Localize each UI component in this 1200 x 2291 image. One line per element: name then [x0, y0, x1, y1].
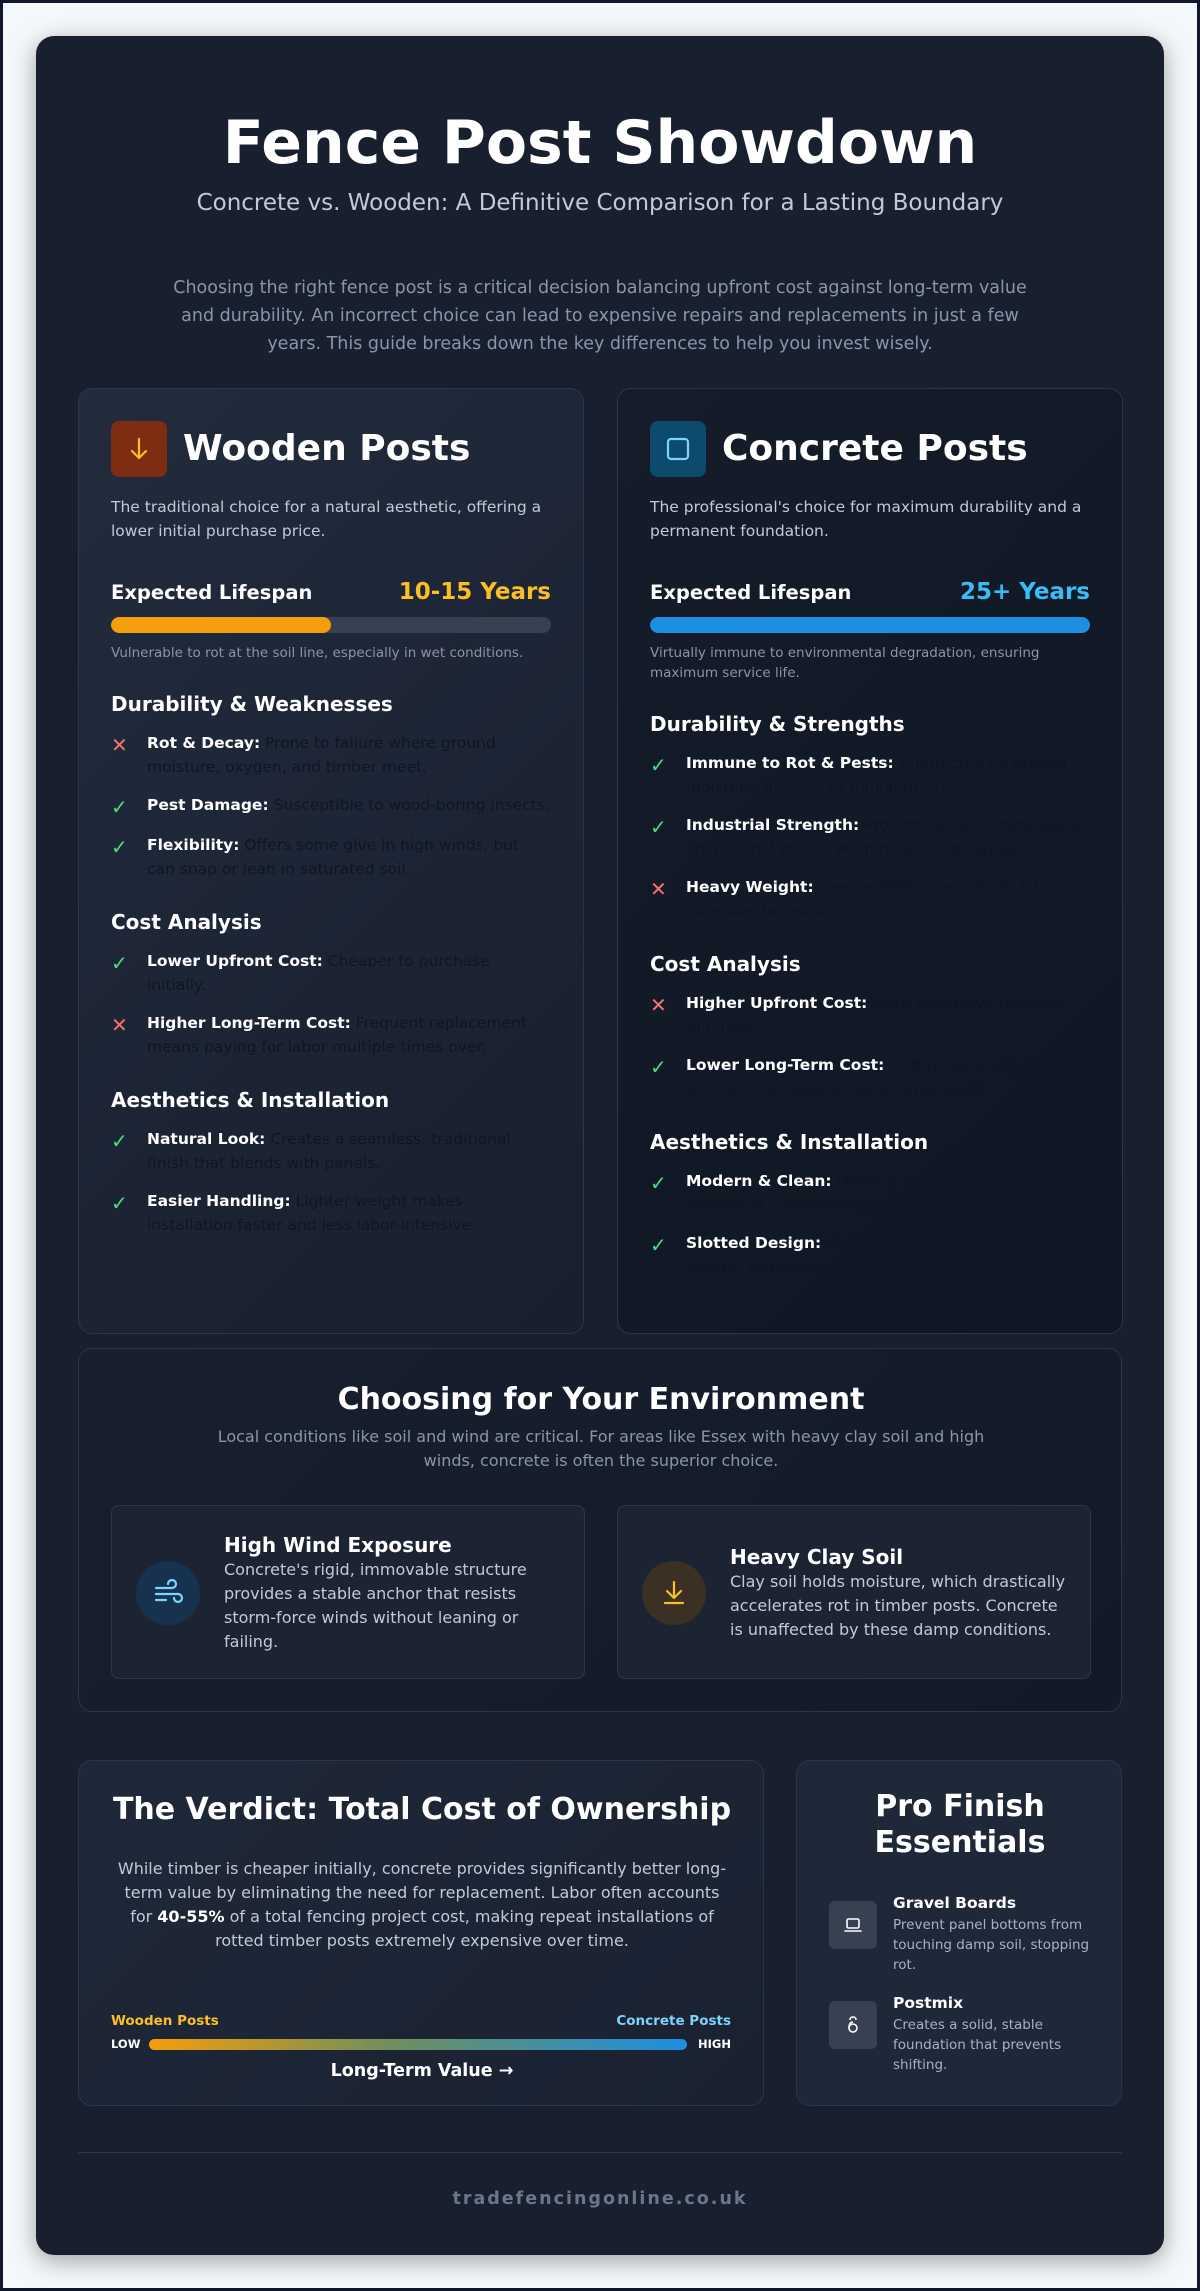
wooden-aesthetics-list: [111, 1127, 551, 1237]
verdict-title: The Verdict: Total Cost of Ownership: [112, 1792, 732, 1827]
list-item-text: [147, 949, 551, 997]
page-subtitle: Concrete vs. Wooden: A Definitive Comparison for a Lasting Boundary: [196, 190, 1004, 216]
list-item-text: [686, 751, 1090, 799]
list-item-description: Creates a seamless, traditional finish that blends with panels.: [147, 1130, 511, 1172]
list-item-description: Prone to failure where ground moisture, oxygen, and timber meet.: [147, 734, 496, 776]
verdict-text-highlight: 40-55%: [157, 1907, 225, 1926]
concrete-lifespan-label: Expected Lifespan: [650, 581, 852, 604]
concrete-panel-description: The professional's choice for maximum durability and a permanent foundation.: [650, 498, 1082, 540]
list-item: [111, 833, 551, 881]
download-icon: [642, 1561, 706, 1625]
gravel-boards-desc: Prevent panel bottoms from touching damp soil, stopping rot.: [893, 1917, 1090, 1973]
list-item-text: [147, 731, 551, 779]
concrete-lifespan-bar: [650, 617, 1090, 633]
wooden-lifespan-note: Vulnerable to rot at the soil line, especially in wet conditions.: [111, 645, 524, 661]
list-item: [650, 1053, 1090, 1101]
concrete-durability-heading: Durability & Strengths: [650, 712, 905, 736]
list-item-label: Natural Look:: [147, 1130, 266, 1148]
list-item-description: Provides a rigid, immovable anchor that resists warping and high winds.: [686, 816, 1080, 858]
list-item-text: [147, 1189, 551, 1237]
laptop-board-icon: [829, 1901, 877, 1949]
concrete-cost-heading: Cost Analysis: [650, 952, 801, 976]
list-item-label: Higher Upfront Cost:: [686, 994, 868, 1012]
concrete-panel-header: [650, 421, 1090, 477]
concrete-panel-title: Concrete Posts: [722, 428, 1028, 469]
list-item: [650, 875, 1090, 923]
wooden-posts-panel: [78, 388, 584, 1334]
environment-title: Choosing for Your Environment: [337, 1382, 865, 1417]
postmix-name: Postmix: [893, 1994, 964, 2012]
list-item-label: Slotted Design:: [686, 1234, 822, 1252]
wooden-lifespan-bar: [111, 617, 551, 633]
pro-finish-section: [796, 1760, 1122, 2106]
concrete-aesthetics-list: [650, 1169, 1090, 1279]
wooden-durability-heading: Durability & Weaknesses: [111, 692, 393, 716]
wind-exposure-title: High Wind Exposure: [224, 1533, 452, 1557]
list-item-description: Can be difficult and more labor-intensive to install.: [686, 878, 1065, 920]
list-item-text: [147, 1011, 551, 1059]
scale-low-label: LOW: [111, 2037, 141, 2051]
list-item-label: Easier Handling:: [147, 1192, 291, 1210]
arrow-down-icon: [111, 421, 167, 477]
concrete-lifespan-bar-fill: [650, 617, 1090, 633]
list-item-text: [686, 813, 1090, 861]
postmix-desc: Creates a solid, stable foundation that prevents shifting.: [893, 2017, 1062, 2073]
clay-soil-card: [617, 1505, 1091, 1679]
verdict-text-start: While timber is cheaper initially, concrete provides significantly better long-term value by eliminating the need for replacement. Labor often accounts for: [117, 1859, 727, 1926]
list-item-label: Lower Upfront Cost:: [147, 952, 323, 970]
list-item-label: Flexibility:: [147, 836, 240, 854]
wind-exposure-card: [111, 1505, 585, 1679]
check-icon: ✓: [111, 951, 128, 975]
wooden-lifespan-row: [111, 579, 551, 605]
gravel-boards-name: Gravel Boards: [893, 1894, 1017, 1912]
wooden-aesthetics-heading: Aesthetics & Installation: [111, 1088, 390, 1112]
wooden-lifespan-label: Expected Lifespan: [111, 581, 313, 604]
check-icon: ✓: [111, 1191, 128, 1215]
wooden-durability-list: [111, 731, 551, 881]
cross-icon: ✕: [650, 877, 667, 901]
wooden-cost-heading: Cost Analysis: [111, 910, 262, 934]
list-item-label: Industrial Strength:: [686, 816, 860, 834]
intro-paragraph: Choosing the right fence post is a critical decision balancing upfront cost against long-term value and durability. An incorrect choice can lead to expensive repairs and replacements in just a few years. This guide breaks down the key differences to help you invest wisely.: [173, 278, 1027, 354]
list-item: [111, 731, 551, 779]
concrete-lifespan-note: Virtually immune to environmental degradation, ensuring maximum service life.: [650, 645, 1040, 681]
list-item-text: [147, 833, 551, 881]
clay-soil-title: Heavy Clay Soil: [730, 1545, 904, 1569]
cross-icon: ✕: [111, 1013, 128, 1037]
concrete-durability-list: [650, 751, 1090, 923]
check-icon: ✓: [111, 795, 128, 819]
list-item-text: [686, 1169, 1090, 1217]
wooden-lifespan-bar-fill: [111, 617, 331, 633]
verdict-section: [78, 1760, 764, 2106]
wooden-cost-list: [111, 949, 551, 1059]
wooden-panel-header: [111, 421, 551, 477]
check-icon: ✓: [650, 815, 667, 839]
check-icon: ✓: [650, 1233, 667, 1257]
list-item-label: Higher Long-Term Cost:: [147, 1014, 351, 1032]
list-item-text: [147, 793, 551, 819]
list-item: [650, 991, 1090, 1039]
list-item-label: Lower Long-Term Cost:: [686, 1056, 885, 1074]
clay-soil-text: Clay soil holds moisture, which drastically accelerates rot in timber posts. Concrete is unaffected by these damp conditions.: [730, 1572, 1066, 1639]
wooden-panel-description: The traditional choice for a natural aesthetic, offering a lower initial purchase price.: [111, 498, 542, 540]
list-item-description: Susceptible to wood-boring insects.: [273, 796, 550, 814]
list-item-description: Simplifies panel installation for a secure, rattle-free fit.: [686, 1234, 1081, 1276]
list-item: [111, 1011, 551, 1059]
wooden-panel-title: Wooden Posts: [183, 428, 471, 469]
list-item-label: Rot & Decay:: [147, 734, 261, 752]
list-item: [650, 1169, 1090, 1217]
environment-subtitle: Local conditions like soil and wind are critical. For areas like Essex with heavy clay soil and high winds, concrete is often the superior choice.: [217, 1427, 985, 1470]
list-item-text: [686, 1053, 1090, 1101]
wind-icon: [136, 1561, 200, 1625]
list-item: [650, 751, 1090, 799]
list-item-label: Modern & Clean:: [686, 1172, 832, 1190]
check-icon: ✓: [650, 1171, 667, 1195]
list-item-description: Frequent replacement means paying for labor multiple times over.: [147, 1014, 527, 1056]
wooden-lifespan-value: 10-15 Years: [398, 579, 551, 605]
list-item: [650, 1231, 1090, 1279]
list-item-text: [686, 991, 1090, 1039]
check-icon: ✓: [111, 835, 128, 859]
list-item-label: Immune to Rot & Pests:: [686, 754, 894, 772]
check-icon: ✓: [650, 753, 667, 777]
list-item-description: Lighter weight makes installation faster and less labor-intensive.: [147, 1192, 477, 1234]
environment-section: [78, 1348, 1122, 1712]
list-item-label: Heavy Weight:: [686, 878, 814, 896]
list-item-text: [686, 875, 1090, 923]
footer-divider: [78, 2152, 1122, 2153]
list-item-description: More expensive material purchase.: [686, 994, 1065, 1036]
page-title: Fence Post Showdown: [222, 108, 978, 178]
list-item: [111, 1189, 551, 1237]
cross-icon: ✕: [650, 993, 667, 1017]
mix-bag-icon: [829, 2001, 877, 2049]
list-item-description: Offers some give in high winds, but can snap or lean in saturated soil.: [147, 836, 520, 878]
scale-axis-label: Long-Term Value →: [330, 2061, 514, 2081]
scale-high-label: HIGH: [698, 2037, 731, 2051]
square-icon: [650, 421, 706, 477]
list-item: [111, 793, 551, 819]
check-icon: ✓: [111, 1129, 128, 1153]
list-item-description: Unaffected by ground moisture, insects, or fungal decay.: [686, 754, 1068, 796]
check-icon: ✓: [650, 1055, 667, 1079]
pro-finish-title: Pro Finish Essentials: [874, 1789, 1046, 1860]
concrete-posts-panel: [617, 388, 1123, 1334]
scale-concrete-label: Concrete Posts: [616, 2013, 731, 2029]
cross-icon: ✕: [111, 733, 128, 757]
concrete-aesthetics-heading: Aesthetics & Installation: [650, 1130, 929, 1154]
list-item-description: Cheaper to purchase initially.: [147, 952, 490, 994]
verdict-text-end: of a total fencing project cost, making repeat installations of rotted timber posts extremely expensive over time.: [215, 1907, 714, 1950]
scale-wooden-label: Wooden Posts: [111, 2013, 219, 2029]
value-gradient-bar: [149, 2039, 687, 2050]
list-item-label: Pest Damage:: [147, 796, 269, 814]
list-item-text: [686, 1231, 1090, 1279]
list-item: [650, 813, 1090, 861]
infographic-card: [36, 36, 1164, 2255]
list-item-description: A "buy once, cry once" solution that avoids repeat labor costs.: [686, 1056, 1067, 1098]
wind-exposure-text: Concrete's rigid, immovable structure provides a stable anchor that resists storm-force winds without leaning or failing.: [224, 1560, 527, 1651]
concrete-lifespan-row: [650, 579, 1090, 605]
list-item-description: Offers a utilitarian, sharp line popular in contemporary designs.: [686, 1172, 1064, 1214]
concrete-lifespan-value: 25+ Years: [960, 579, 1090, 605]
list-item: [111, 949, 551, 997]
footer-site-link[interactable]: tradefencingonline.co.uk: [452, 2189, 748, 2209]
list-item-text: [147, 1127, 551, 1175]
concrete-cost-list: [650, 991, 1090, 1101]
verdict-text: [113, 1857, 731, 1953]
list-item: [111, 1127, 551, 1175]
